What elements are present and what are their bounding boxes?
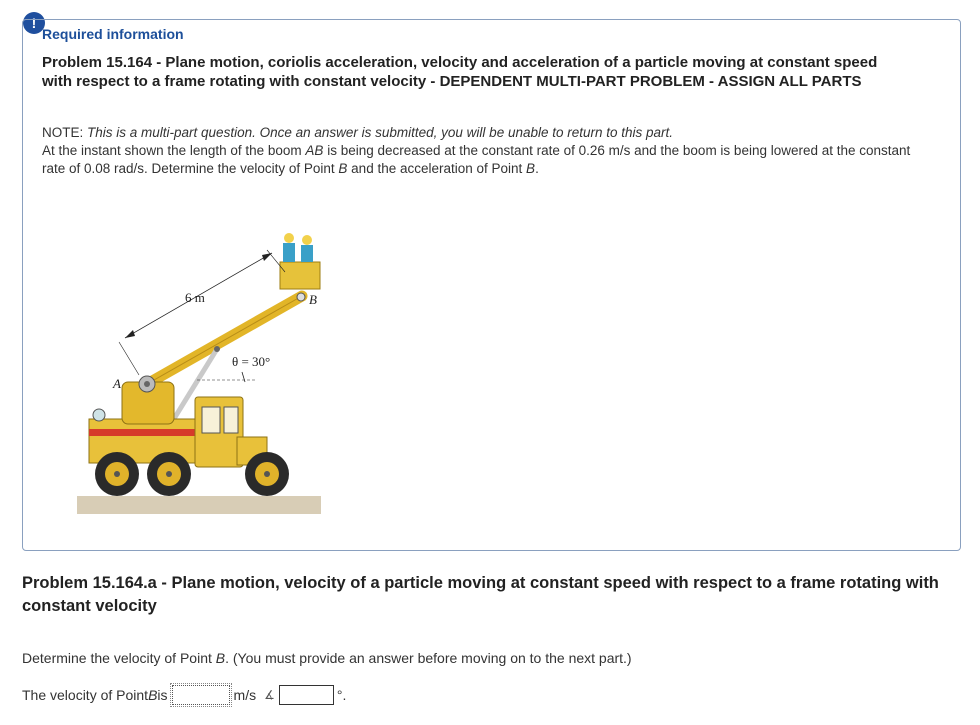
instruction-text-2: . (You must provide an answer before moving on to the next part.)	[225, 650, 632, 666]
statement-text-3: and the acceleration of Point	[347, 161, 527, 176]
answer-prompt-is: is	[157, 687, 168, 703]
part-title: Problem 15.164.a - Plane motion, velocity of a particle moving at constant speed with respect to a frame rotating with constant velocity	[22, 574, 939, 615]
cab-window	[224, 407, 238, 433]
dimension-arrow	[125, 330, 135, 338]
truck-stripe	[89, 429, 209, 436]
statement-text: At the instant shown the length of the boom	[42, 143, 306, 158]
problem-title: Problem 15.164 - Plane motion, coriolis acceleration, velocity and acceleration of a particle moving at constant speed with respect to a frame rotating with constant velocity - DEPENDENT MULTI-PART PROBLEM - ASSIGN ALL PARTS	[42, 54, 878, 90]
strut-pin	[214, 346, 220, 352]
answer-row	[22, 685, 346, 705]
instruction-text: Determine the velocity of Point	[22, 650, 216, 666]
wheel	[147, 452, 191, 496]
worker-helmet	[302, 235, 312, 245]
part-instruction	[22, 650, 632, 666]
gauge	[93, 409, 105, 421]
point-b-pin	[297, 293, 305, 301]
statement-end: .	[535, 161, 539, 176]
answer-prompt: The velocity of Point	[22, 687, 149, 703]
problem-note	[42, 124, 922, 178]
angle-label: θ = 30°	[232, 354, 271, 369]
velocity-unit: m/s	[233, 687, 257, 703]
note-text: This is a multi-part question. Once an answer is submitted, you will be unable to return to this part.	[87, 125, 674, 140]
statement-ab: AB	[305, 143, 324, 158]
angle-input[interactable]	[279, 685, 334, 705]
extension-line	[119, 342, 139, 375]
statement-b: B	[338, 161, 348, 176]
angle-arc	[242, 372, 245, 382]
statement-text-2: is being decreased at the constant rate of 0.26 m/s and the boom is being lowered at the constant rate of 0.08 rad/s. Determine the velocity of Point	[42, 143, 911, 176]
worker-helmet	[284, 233, 294, 243]
worker-body	[301, 245, 313, 262]
ground-strip	[77, 496, 321, 514]
alert-badge: !	[23, 12, 45, 34]
bucket	[280, 262, 320, 289]
answer-prompt-b: B	[148, 687, 158, 703]
angle-icon: ∡	[264, 688, 275, 702]
wheel	[95, 452, 139, 496]
required-info-heading: Required information	[42, 26, 184, 42]
velocity-input[interactable]	[172, 685, 230, 705]
point-b-label: B	[309, 292, 317, 307]
instruction-b: B	[215, 650, 226, 666]
degree-unit: °.	[336, 687, 347, 703]
cab-window	[202, 407, 220, 433]
statement-b-2: B	[526, 161, 536, 176]
wheel	[245, 452, 289, 496]
boom-edge	[147, 296, 302, 384]
boom-lift-figure	[77, 212, 321, 514]
note-label: NOTE:	[42, 125, 88, 140]
worker-body	[283, 243, 295, 262]
point-a-label: A	[113, 376, 121, 391]
extension-line	[267, 250, 285, 272]
point-a-pin-center	[144, 381, 150, 387]
length-label: 6 m	[185, 290, 205, 305]
